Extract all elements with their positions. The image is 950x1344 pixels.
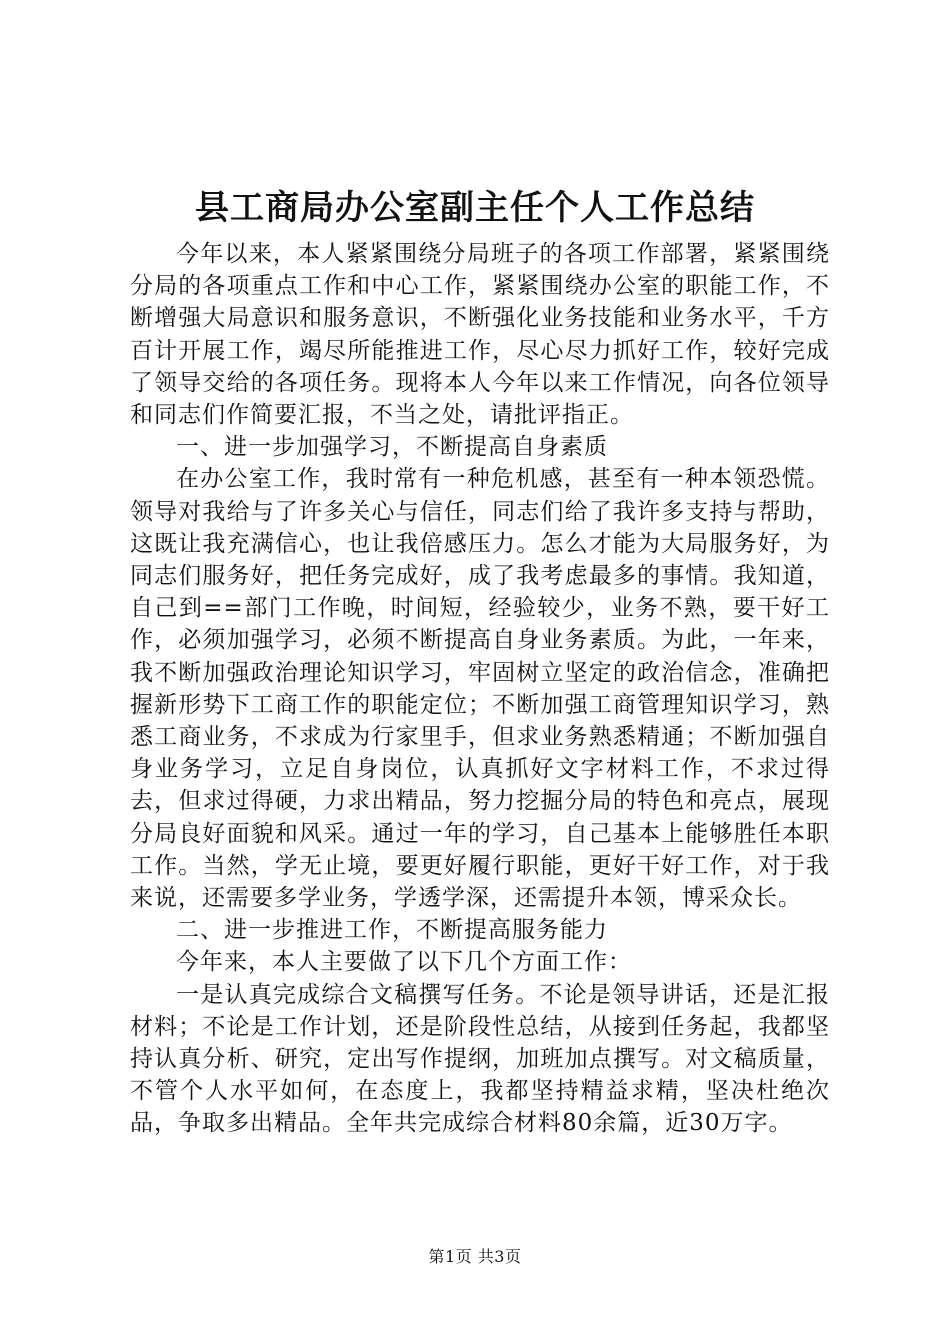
section-heading-2: 二、进一步推进工作，不断提高服务能力 bbox=[176, 917, 608, 944]
section-heading-1: 一、进一步加强学习，不断提高自身素质 bbox=[176, 434, 608, 461]
page-number-footer: 第1页 共3页 bbox=[428, 1247, 522, 1266]
paragraph-intro: 今年以来，本人紧紧围绕分局班子的各项工作部署，紧紧围绕分局的各项重点工作和中心工作，紧紧围绕办公室的职能工作，不断增强大局意识和服务意识，不断强化业务技能和业务水平，千方百计开展工作，竭尽所能推进工作，尽心尽力抓好工作，较好完成了领导交给的各项任务。现将本人今年以来工作情况，向各位领导和同志们作简要汇报，不当之处，请批评指正。 bbox=[130, 241, 830, 429]
paragraph-writing-tasks: 一是认真完成综合文稿撰写任务。不论是领导讲话，还是汇报材料；不论是工作计划，还是阶段性总结，从接到任务起，我都坚持认真分析、研究，定出写作提纲，加班加点撰写。对文稿质量，不管个人水平如何，在态度上，我都坚持精益求精，坚决杜绝次品，争取多出精品。全年共完成综合材料80余篇，近30万字。 bbox=[130, 981, 830, 1137]
paragraph-work-intro: 今年来，本人主要做了以下几个方面工作： bbox=[176, 949, 632, 976]
document-body bbox=[130, 238, 830, 1140]
document-title: 县工商局办公室副主任个人工作总结 bbox=[195, 188, 755, 228]
paragraph-study: 在办公室工作，我时常有一种危机感，甚至有一种本领恐慌。领导对我给与了许多关心与信任，同志们给了我许多支持与帮助，这既让我充满信心，也让我倍感压力。怎么才能为大局服务好，为同志们服务好，把任务完成好，成了我考虑最多的事情。我知道，自己到==部门工作晚，时间短，经验较少，业务不熟，要干好工作，必须加强学习，必须不断提高自身业务素质。为此，一年来，我不断加强政治理论知识学习，牢固树立坚定的政治信念，准确把握新形势下工商工作的职能定位；不断加强工商管理知识学习，熟悉工商业务，不求成为行家里手，但求业务熟悉精通；不断加强自身业务学习，立足自身岗位，认真抓好文字材料工作，不求过得去，但求过得硬，力求出精品，努力挖掘分局的特色和亮点，展现分局良好面貌和风采。通过一年的学习，自己基本上能够胜任本职工作。当然，学无止境，要更好履行职能，更好干好工作，对于我来说，还需要多学业务，学透学深，还需提升本领，博采众长。 bbox=[130, 466, 830, 912]
